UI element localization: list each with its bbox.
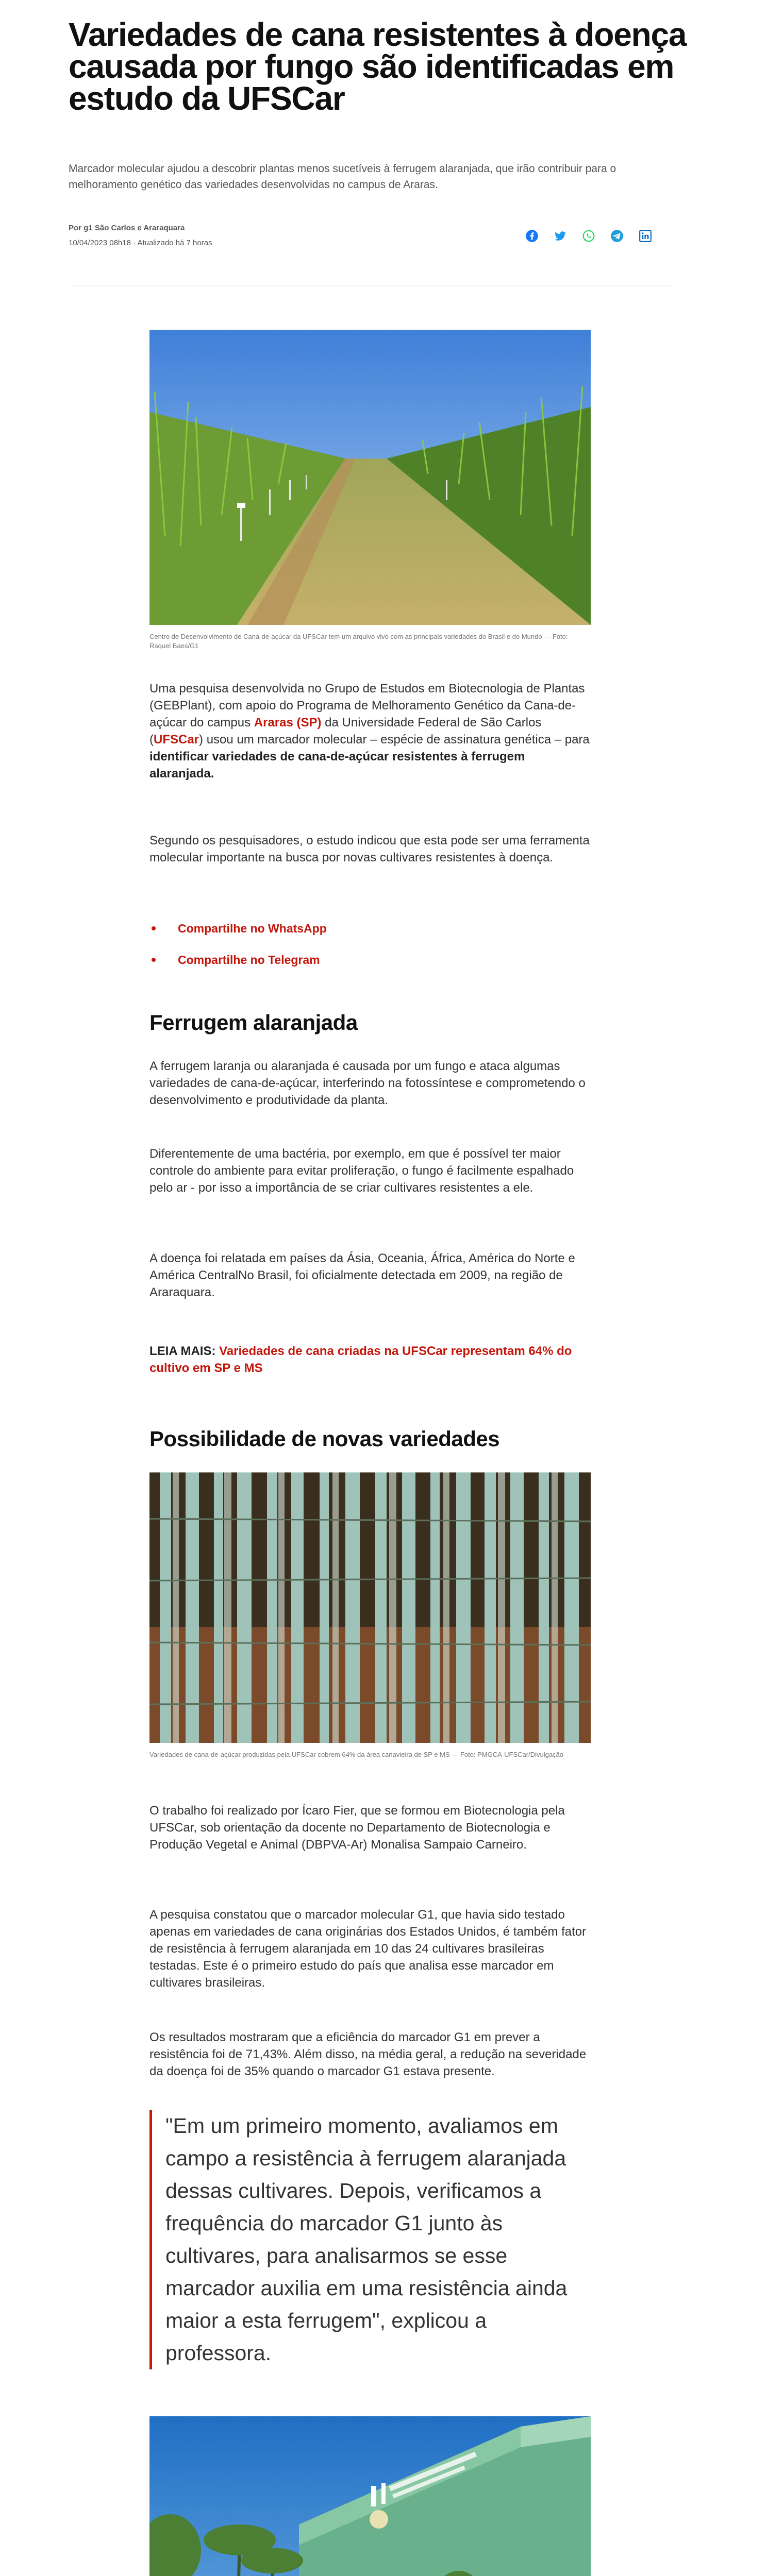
paragraph-2: Segundo os pesquisadores, o estudo indicou que esta pode ser uma ferramenta molecular importante na busca por novas cultivares resistentes à doença. bbox=[149, 834, 590, 865]
figure-ufscar-building bbox=[149, 2416, 591, 2576]
sugarcane-stalks-photo bbox=[149, 1472, 591, 1743]
paragraph-3: A ferrugem laranja ou alaranjada é causada por um fungo e ataca algumas variedades de cana-de-açúcar, interferindo na fotossíntese e comprometendo o desenvolvimento e produtividade da planta. bbox=[149, 1059, 586, 1107]
share-linkedin-button[interactable] bbox=[638, 229, 653, 243]
paragraph-5: A doença foi relatada em países da Ásia, Oceania, África, América do Norte e América CentralNo Brasil, foi oficialmente detectada em 2009, na região de Araraquara. bbox=[149, 1251, 575, 1299]
facebook-icon bbox=[525, 229, 539, 243]
article-subtitle: Marcador molecular ajudou a descobrir plantas menos sucetíveis à ferrugem alaranjada, que irão contribuir para o melhoramento genético das variedades desenvolvidas no campus de Araras. bbox=[69, 163, 616, 191]
list-item bbox=[149, 921, 327, 936]
figure-sugarcane-field bbox=[149, 330, 591, 651]
figure-caption: Variedades de cana-de-açúcar produzidas pela UFSCar cobrem 64% da área canavieira de SP e MS — Foto: PMGCA-UFSCar/Divulgação bbox=[149, 1751, 564, 1758]
telegram-icon bbox=[610, 229, 624, 243]
section-title-variedades: Possibilidade de novas variedades bbox=[149, 1427, 500, 1451]
share-bar bbox=[525, 229, 653, 243]
link-araras[interactable]: Araras (SP) bbox=[254, 716, 322, 730]
read-more-label: LEIA MAIS: bbox=[149, 1344, 220, 1358]
byline-date: 10/04/2023 08h18 · Atualizado há 7 horas bbox=[69, 239, 212, 247]
read-more bbox=[149, 1343, 591, 1377]
paragraph-4: Diferentemente de uma bactéria, por exemplo, em que é possível ter maior controle do ambiente para evitar proliferação, o fungo é facilmente espalhado pelo ar - por isso a importância de se criar cultivares resistentes a ele. bbox=[149, 1147, 574, 1195]
paragraph-6: O trabalho foi realizado por Ícaro Fier, que se formou em Biotecnologia pela UFSCar, sob orientação da docente no Departamento de Biotecnologia e Produção Vegetal e Animal (DBPVA-Ar) Monalisa Sampaio Carneiro. bbox=[149, 1804, 565, 1852]
share-telegram-link[interactable]: Compartilhe no Telegram bbox=[178, 953, 320, 967]
read-more-link[interactable]: Variedades de cana criadas na UFSCar representam 64% do cultivo em SP e MS bbox=[149, 1344, 572, 1375]
image-ufscar-building[interactable] bbox=[149, 2416, 591, 2576]
image-sugarcane-stalks[interactable] bbox=[149, 1472, 591, 1743]
image-sugarcane-field[interactable] bbox=[149, 330, 591, 625]
linkedin-icon bbox=[639, 229, 652, 243]
paragraph-text: Uma pesquisa desenvolvida no Grupo de Estudos em Biotecnologia de Plantas (GEBPlant), com apoio do Programa de Melhoramento Genético da Cana-de-açúcar do campus bbox=[149, 682, 585, 730]
share-links-list bbox=[149, 921, 327, 984]
paragraph-highlight: identificar variedades de cana-de-açúcar resistentes à ferrugem alaranjada. bbox=[149, 750, 525, 781]
pull-quote bbox=[149, 2110, 591, 2369]
paragraph-text: da Universidade Federal de São Carlos ( bbox=[149, 716, 542, 747]
section-title-ferrugem: Ferrugem alaranjada bbox=[149, 1010, 358, 1035]
figure-sugarcane-stalks bbox=[149, 1472, 591, 1759]
quote-text: "Em um primeiro momento, avaliamos em campo a resistência à ferrugem alaranjada dessas cultivares. Depois, verificamos a frequência do marcador G1 junto às cultivares, para analisarmos se esse marcador auxilia em uma resistência ainda maior a esta ferrugem", explicou a professora. bbox=[165, 2114, 568, 2365]
page-title: Variedades de cana resistentes à doença causada por fungo são identificadas em estudo da UFSCar bbox=[69, 16, 687, 117]
share-whatsapp-button[interactable] bbox=[581, 229, 596, 243]
whatsapp-icon bbox=[582, 229, 595, 243]
figure-caption: Centro de Desenvolvimento de Cana-de-açúcar da UFSCar tem um arquivo vivo com as principais variedades do Brasil e do Mundo — Foto: Raquel Baes/G1 bbox=[149, 633, 568, 650]
paragraph-text: ) usou um marcador molecular – espécie de assinatura genética – para bbox=[199, 733, 590, 747]
share-facebook-button[interactable] bbox=[525, 229, 539, 243]
paragraph-8: Os resultados mostraram que a eficiência do marcador G1 em prever a resistência foi de 71,43%. Além disso, na média geral, a redução na severidade da doença foi de 35% quando o marcador G1 estava presente. bbox=[149, 2030, 587, 2078]
sugarcane-field-photo bbox=[149, 330, 591, 625]
paragraph-intro bbox=[149, 680, 591, 782]
share-whatsapp-link[interactable]: Compartilhe no WhatsApp bbox=[178, 922, 327, 935]
twitter-icon bbox=[554, 229, 567, 243]
share-twitter-button[interactable] bbox=[553, 229, 568, 243]
byline-author: Por g1 São Carlos e Araraquara bbox=[69, 224, 185, 232]
link-ufscar[interactable]: UFSCar bbox=[154, 733, 199, 747]
paragraph-7: A pesquisa constatou que o marcador molecular G1, que havia sido testado apenas em variedades de cana originárias dos Estados Unidos, é também fator de resistência à ferrugem alaranjada em 10 das 24 cultivares brasileiras testadas. Este é o primeiro estudo do país que analisa esse marcador em cultivares brasileiras. bbox=[149, 1908, 587, 1990]
list-item bbox=[149, 952, 327, 968]
ufscar-building-photo bbox=[149, 2416, 591, 2576]
share-telegram-button[interactable] bbox=[610, 229, 624, 243]
